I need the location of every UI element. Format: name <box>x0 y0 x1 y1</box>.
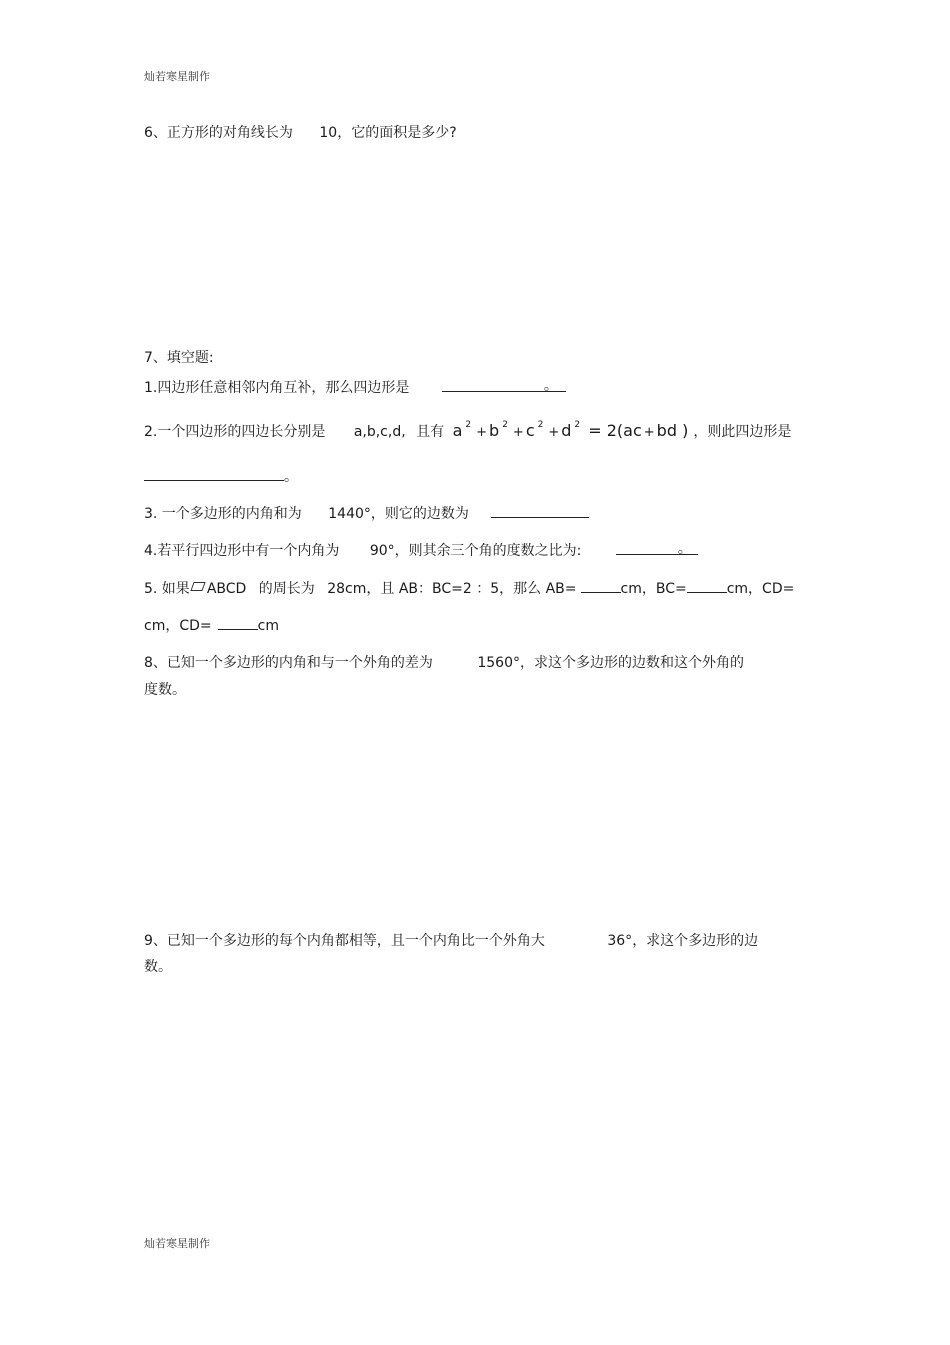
question-9-prefix: 9、已知一个多边形的每个内角都相等，且一个内角比一个外角大 <box>144 933 545 949</box>
fill-2-vars: a,b,c,d, <box>353 424 406 440</box>
fill-1-end: 。 <box>543 378 558 394</box>
fill-4-end: 。 <box>677 541 692 557</box>
fill-5-line2 <box>144 615 279 635</box>
fill-4-blank[interactable] <box>616 540 698 555</box>
eq-exp-3: 2 <box>537 420 544 430</box>
parallelogram-icon <box>190 582 205 591</box>
question-9-suffix: ，求这个多边形的边 <box>632 933 759 949</box>
question-9 <box>144 930 758 950</box>
fill-3 <box>144 503 589 523</box>
question-9-line2: 数。 <box>144 959 172 975</box>
fill-5 <box>144 578 794 598</box>
fill-5-blank-cd[interactable] <box>218 615 258 630</box>
fill-4-number: 90° <box>369 543 395 559</box>
eq-d: d <box>561 421 572 440</box>
eq-a: a <box>452 421 463 440</box>
eq-exp-1: 2 <box>465 420 472 430</box>
fill-5-cm2: cm，CD= <box>726 581 795 597</box>
fill-5-blank-ab[interactable] <box>581 578 621 593</box>
fill-3-prefix: 3. 一个多边形的内角和为 <box>144 506 302 522</box>
fill-3-number: 1440° <box>328 506 371 522</box>
eq-bd: bd ) <box>656 421 689 440</box>
question-8 <box>144 652 744 672</box>
fill-2-mid: 且有 <box>416 424 445 440</box>
fill-2-suffix: ，则此四边形是 <box>693 424 792 440</box>
fill-1-text: 1.四边形任意相邻内角互补，那么四边形是 <box>144 380 410 396</box>
eq-exp-4: 2 <box>574 420 581 430</box>
fill-5-shape: ABCD <box>206 581 247 597</box>
fill-1 <box>144 377 566 397</box>
eq-plus-1: + <box>476 425 488 440</box>
question-8-number: 1560° <box>477 655 520 671</box>
question-6-suffix: ，它的面积是多少? <box>337 125 457 141</box>
fill-4-suffix: ，则其余三个角的度数之比为: <box>394 543 582 559</box>
eq-plus-4: + <box>643 425 655 440</box>
fill-2-blank[interactable] <box>144 466 284 481</box>
question-8-prefix: 8、已知一个多边形的内角和与一个外角的差为 <box>144 655 433 671</box>
fill-5-line2a: cm，CD= <box>144 618 212 634</box>
fill-1-blank[interactable] <box>442 377 566 392</box>
question-9-number: 36° <box>607 933 633 949</box>
page-footer: 灿若寒星制作 <box>144 1237 210 1250</box>
fill-2-end: 。 <box>284 469 298 485</box>
eq-c: c <box>525 421 535 440</box>
eq-b: b <box>489 421 500 440</box>
question-6-number: 10 <box>319 125 338 141</box>
question-8-suffix: ，求这个多边形的边数和这个外角的 <box>520 655 744 671</box>
question-6-prefix: 6、正方形的对角线长为 <box>144 125 293 141</box>
eq-plus-3: + <box>548 425 560 440</box>
fill-4-prefix: 4.若平行四边形中有一个内角为 <box>144 543 340 559</box>
fill-5-prefix: 5. 如果 <box>144 581 190 597</box>
fill-5-cm1: cm，BC= <box>620 581 687 597</box>
eq-rhs: = 2(ac <box>588 421 642 440</box>
fill-2 <box>144 421 791 441</box>
fill-3-blank[interactable] <box>491 503 589 518</box>
question-6 <box>144 122 457 142</box>
fill-2-equation <box>453 421 694 440</box>
fill-2-prefix: 2.一个四边形的四边长分别是 <box>144 424 326 440</box>
eq-exp-2: 2 <box>502 420 508 430</box>
fill-3-suffix: ，则它的边数为 <box>370 506 469 522</box>
page-header: 灿若寒星制作 <box>144 70 210 83</box>
eq-plus-2: + <box>512 425 524 440</box>
question-7-title: 7、填空题: <box>144 350 214 366</box>
question-8-line2: 度数。 <box>144 682 186 698</box>
fill-5-mid2: ，且 AB：BC=2 ：5，那么 AB= <box>366 581 577 597</box>
fill-5-perimeter: 28cm <box>327 581 367 597</box>
fill-4 <box>144 540 698 560</box>
fill-5-line2b: cm <box>257 618 279 634</box>
fill-5-mid1: 的周长为 <box>258 581 315 597</box>
fill-2-answer-line <box>144 466 298 486</box>
fill-5-blank-bc[interactable] <box>687 578 727 593</box>
